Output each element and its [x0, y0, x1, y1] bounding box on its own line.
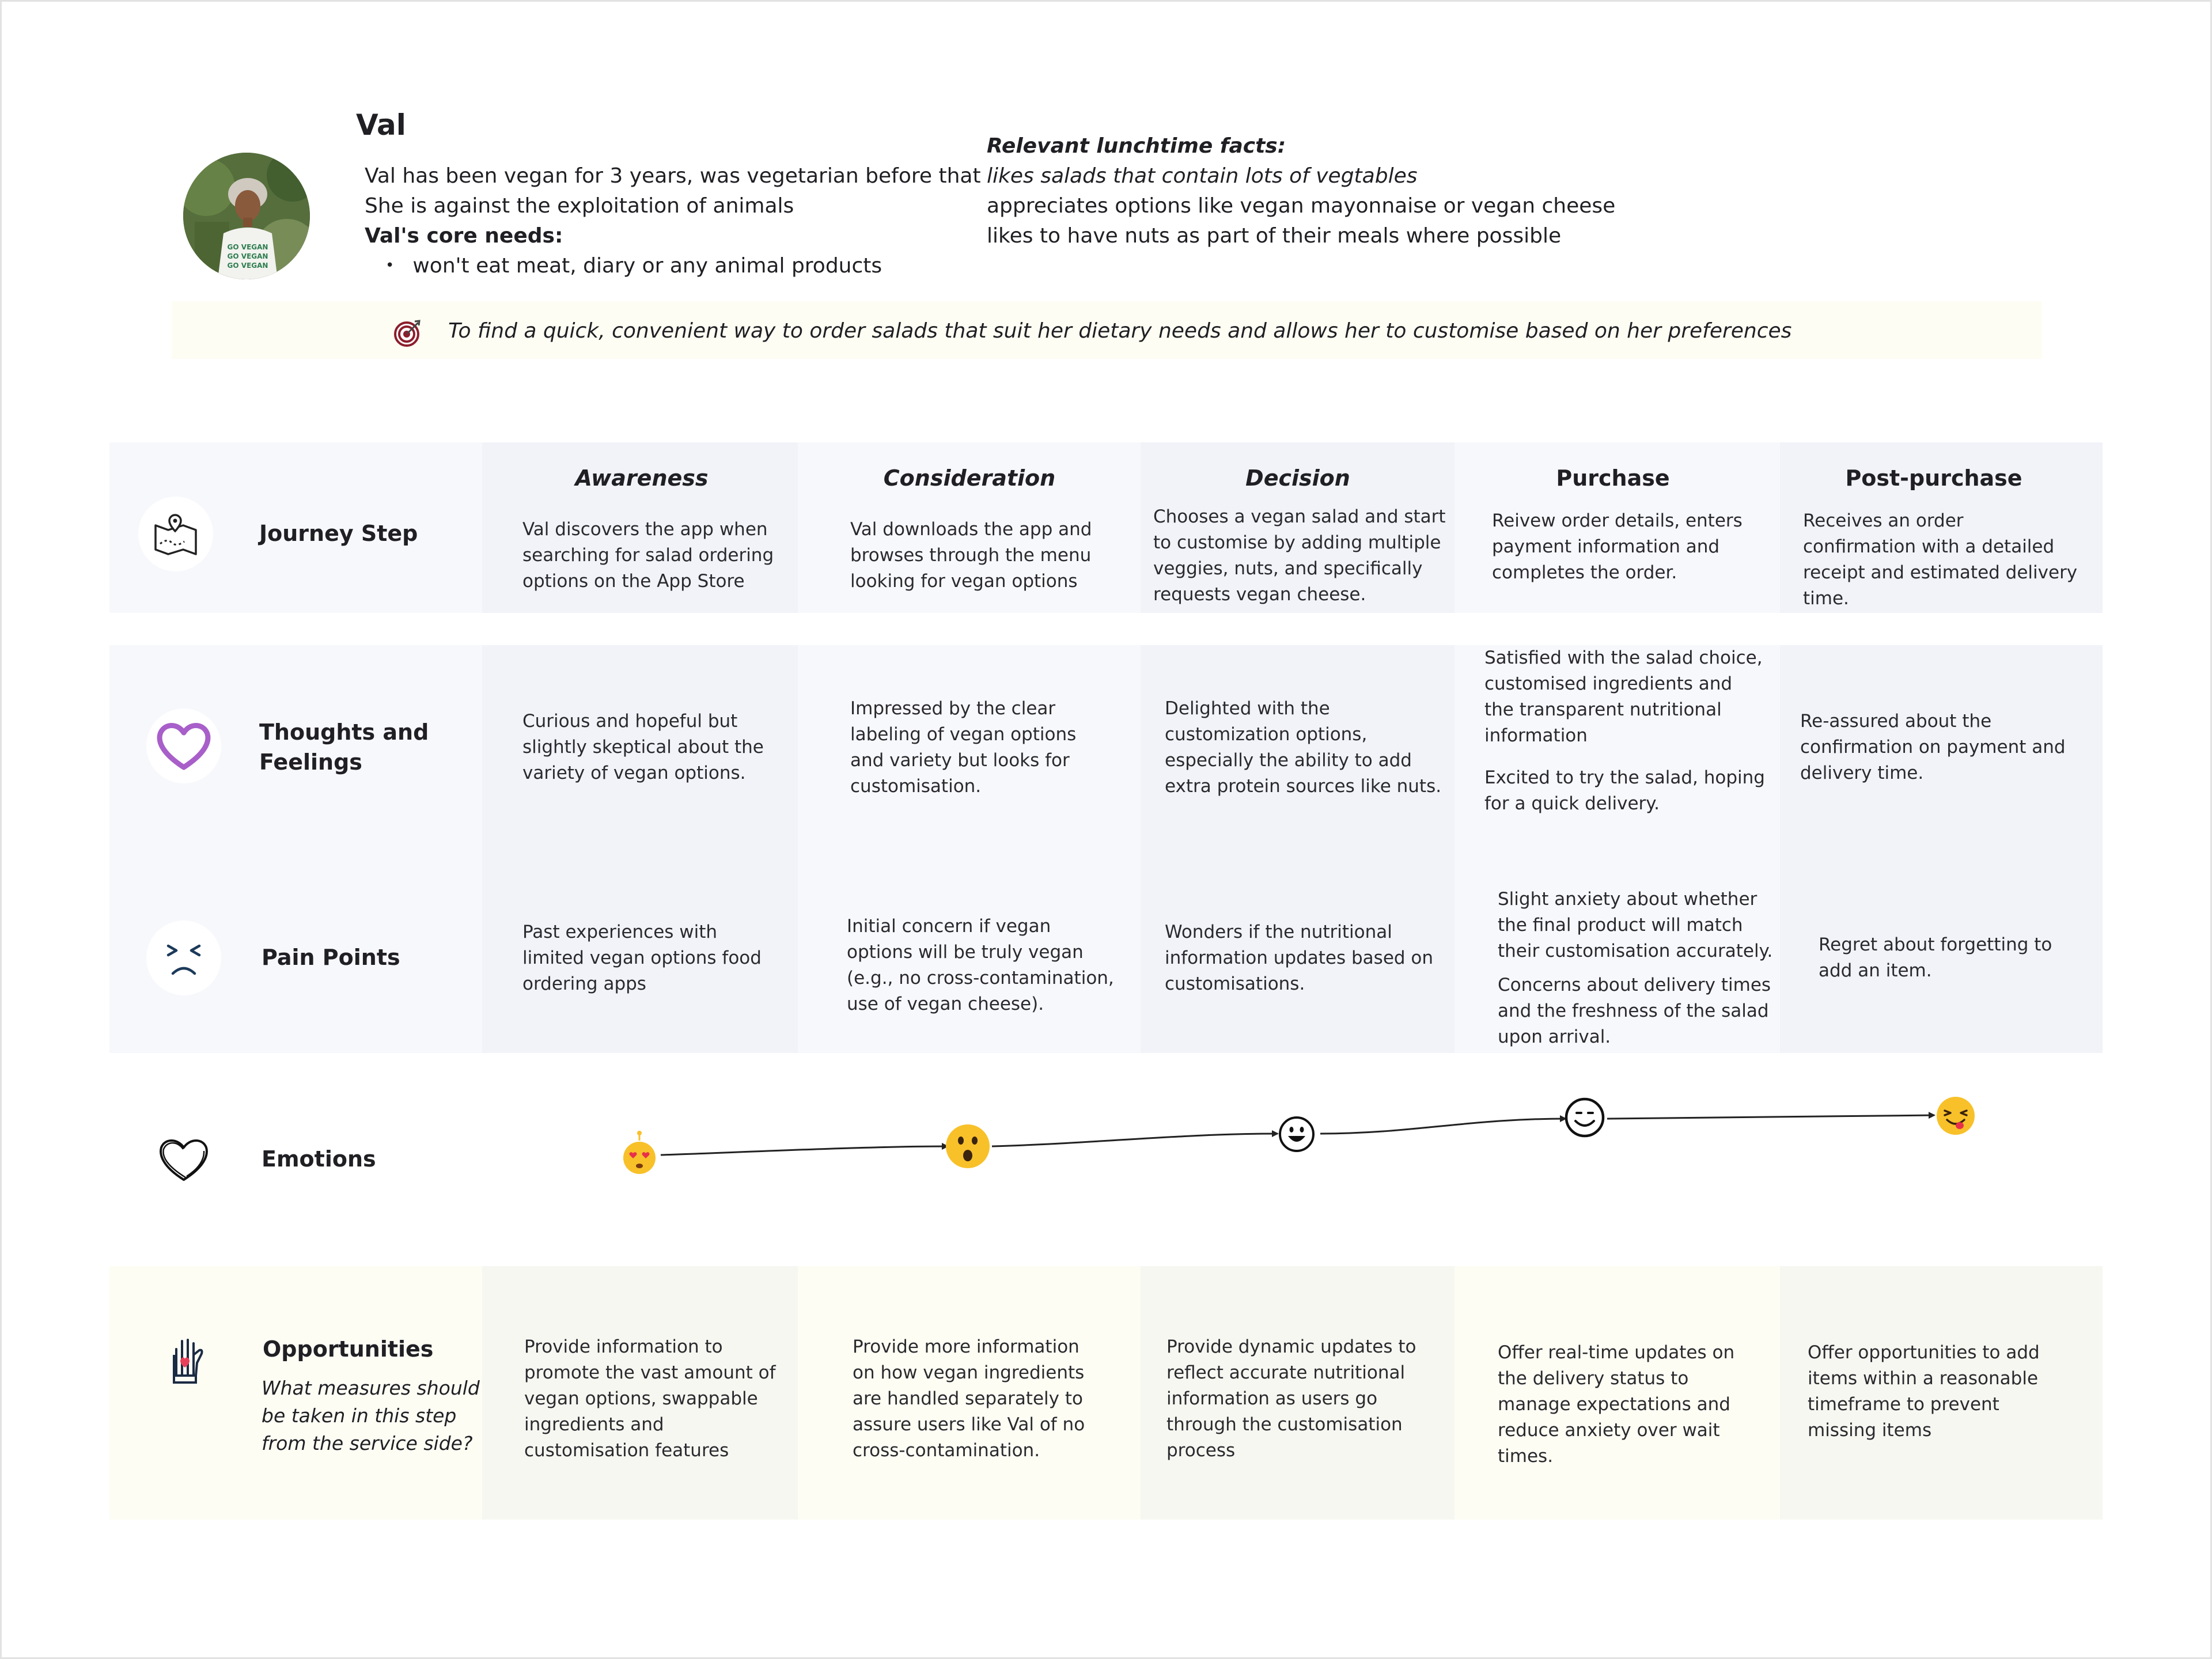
core-needs-heading: Val's core needs:: [365, 224, 563, 248]
core-need-item: • won't eat meat, diary or any animal products: [385, 251, 981, 283]
svg-text:GO VEGAN: GO VEGAN: [227, 262, 268, 270]
journey-cell-purchase: Reivew order details, enters payment information and completes the order.: [1492, 510, 1743, 583]
thoughts-cell-post-purchase: Re-assured about the confirmation on payment and delivery time.: [1800, 711, 2066, 783]
persona-line: She is against the exploitation of animals: [365, 194, 794, 218]
row-label-opportunities: Opportunities: [263, 1336, 434, 1362]
heart-eyes-emoji: [622, 1130, 657, 1176]
thoughts-cell-consideration: Impressed by the clear labeling of vegan options and variety but looks for customisation.: [850, 698, 1077, 797]
pain-cell-purchase: Slight anxiety about whether the final product will match their customisation accurately. Concerns about delivery times and the freshness of the salad upon arrival.: [1498, 889, 1773, 1047]
core-needs-list: [365, 251, 981, 283]
opportunity-cell-consideration: Provide more information on how vegan ingredients are handled separately to assure users like Val of no cross-contamination.: [853, 1336, 1085, 1461]
row-label-pain-points: Pain Points: [262, 945, 400, 970]
opportunity-cell-decision: Provide dynamic updates to reflect accurate nutritional information as users go through the customisation process: [1166, 1336, 1416, 1461]
svg-text:GO VEGAN: GO VEGAN: [227, 243, 268, 251]
stage-decision: Decision: [1245, 465, 1350, 491]
pain-cell-post-purchase: Regret about forgetting to add an item.: [1819, 934, 2052, 981]
journey-cell-post-purchase: Receives an order confirmation with a detailed receipt and estimated delivery time.: [1803, 510, 2078, 609]
pain-cell-consideration: Initial concern if vegan options will be truly vegan (e.g., no cross-contamination, use of vegan cheese).: [847, 916, 1114, 1014]
heart-icon: [146, 709, 221, 783]
fact-item: appreciates options like vegan mayonnaise or vegan cheese: [987, 194, 1616, 218]
thoughts-cell-awareness: Curious and hopeful but slightly skeptical about the variety of vegan options.: [522, 711, 764, 783]
journey-cell-consideration: Val downloads the app and browses through the menu looking for vegan options: [850, 519, 1092, 592]
row-gap: [109, 1053, 2103, 1066]
grinning-face-outline: [1278, 1115, 1316, 1153]
row-label-journey-step: Journey Step: [259, 521, 418, 546]
journey-cell-awareness: Val discovers the app when searching for salad ordering options on the App Store: [522, 519, 774, 592]
fact-item: likes salads that contain lots of vegtables: [987, 164, 1418, 188]
persona-description: [365, 161, 981, 283]
svg-text:GO VEGAN: GO VEGAN: [227, 252, 268, 260]
facts-heading: Relevant lunchtime facts:: [987, 134, 1286, 158]
journey-cell-decision: Chooses a vegan salad and start to customise by adding multiple veggies, nuts, and specifically requests vegan cheese.: [1153, 506, 1446, 605]
winking-tongue-emoji: [1936, 1096, 1976, 1136]
row-label-emotions: Emotions: [262, 1146, 376, 1172]
thoughts-cell-decision: Delighted with the customization options, especially the ability to add extra protein sources like nuts.: [1165, 698, 1442, 797]
persona-avatar: [183, 153, 310, 279]
opportunities-question: What measures should be taken in this step from the service side?: [262, 1377, 480, 1455]
row-gap: [109, 613, 2103, 645]
persona-name: Val: [356, 108, 406, 142]
smiling-face-outline: [1564, 1097, 1605, 1138]
stage-awareness: Awareness: [575, 465, 709, 491]
stage-purchase: Purchase: [1556, 465, 1670, 491]
target-icon: [393, 319, 422, 347]
goal-statement: To find a quick, convenient way to order salads that suit her dietary needs and allows her to customise based on her preferences: [448, 319, 1792, 343]
fact-item: likes to have nuts as part of their meals where possible: [987, 224, 1562, 248]
map-pin-icon: [138, 497, 213, 571]
lunchtime-facts: [987, 131, 1615, 251]
thoughts-cell-purchase: Satisfied with the salad choice, customised ingredients and the transparent nutritional information Excited to try the salad, hoping for a quick delivery.: [1484, 647, 1765, 814]
frustrated-face-icon: [146, 921, 221, 995]
surprised-emoji: [945, 1123, 991, 1169]
pain-cell-awareness: Past experiences with limited vegan options food ordering apps: [522, 922, 762, 994]
hand-heart-icon: [151, 1320, 226, 1395]
stage-post-purchase: Post-purchase: [1845, 465, 2022, 491]
opportunity-cell-post-purchase: Offer opportunities to add items within a reasonable timeframe to prevent missing items: [1808, 1342, 2040, 1441]
row-label-thoughts-feelings: Thoughts and Feelings: [259, 719, 429, 775]
hand-drawn-heart-icon: [146, 1122, 221, 1197]
stage-consideration: Consideration: [883, 465, 1056, 491]
pain-cell-decision: Wonders if the nutritional information updates based on customisations.: [1165, 922, 1434, 994]
persona-line: Val has been vegan for 3 years, was vegetarian before that: [365, 164, 981, 188]
opportunity-cell-awareness: Provide information to promote the vast amount of vegan options, swappable ingredients and customisation features: [524, 1336, 776, 1461]
opportunity-cell-purchase: Offer real-time updates on the delivery status to manage expectations and reduce anxiety over wait times.: [1498, 1342, 1735, 1467]
